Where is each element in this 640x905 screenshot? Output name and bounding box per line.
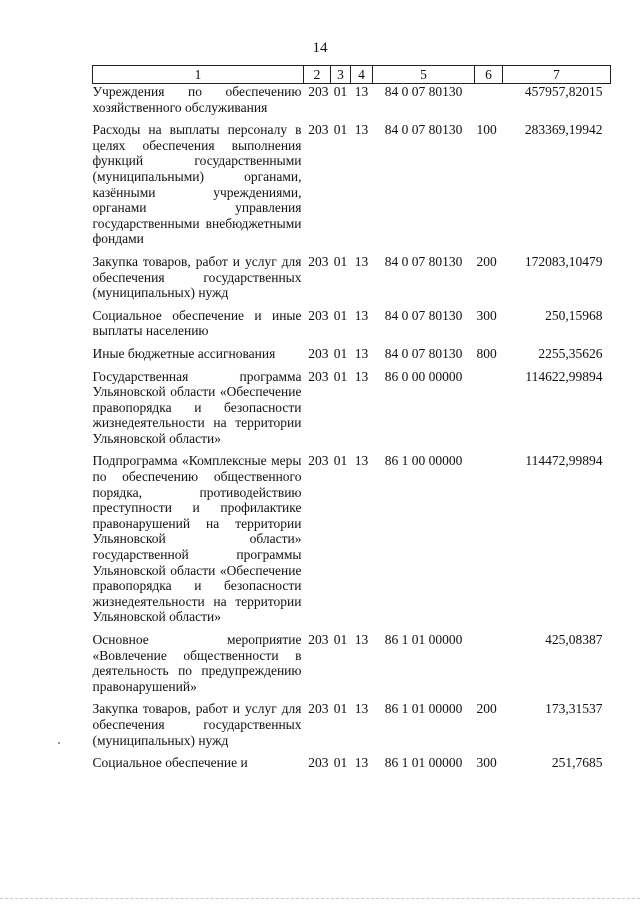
row-grbs: 203 (308, 122, 329, 138)
row-amount: 425,08387 (545, 632, 603, 647)
row-target-article: 86 1 01 00000 (384, 632, 463, 647)
header-row (93, 66, 611, 84)
row-name: Социальное обеспечение и иные выплаты населению (92, 307, 302, 339)
row-target-article: 84 0 07 80130 (384, 253, 463, 269)
row-section: 01 (333, 253, 348, 269)
row-name: Государственная программа Ульяновской области «Обеспечение правопорядка и безопасности жизнедеятельности на территории Ульяновской области» (92, 368, 302, 446)
row-section: 01 (333, 701, 348, 717)
header-col-4: 4 (351, 66, 373, 84)
row-target-article: 84 0 07 80130 (384, 345, 463, 361)
row-amount: 173,31537 (545, 701, 603, 717)
row-subsection: 13 (354, 453, 369, 469)
row-subsection: 13 (354, 701, 369, 717)
row-section: 01 (333, 453, 348, 469)
row-amount: 114622,99894 (525, 368, 603, 384)
row-amount: 283369,19942 (524, 122, 603, 138)
row-expense-type: 300 (476, 755, 497, 771)
page-number: 14 (312, 40, 328, 56)
header-col-3: 3 (331, 66, 351, 84)
row-expense-type: 300 (476, 307, 497, 323)
row-grbs: 203 (308, 453, 329, 469)
row-name: Социальное обеспечение и (92, 755, 248, 771)
header-col-2: 2 (304, 66, 331, 84)
header-col-6: 6 (475, 66, 503, 84)
row-grbs: 203 (308, 701, 329, 717)
row-subsection: 13 (354, 755, 369, 771)
row-expense-type (475, 369, 503, 454)
table-row (93, 84, 611, 123)
row-expense-type: 200 (476, 253, 497, 269)
table-row (93, 369, 611, 454)
row-target-article: 84 0 07 80130 (384, 122, 463, 138)
row-expense-type: 100 (476, 122, 497, 138)
row-name: Подпрограмма «Комплексные меры по обеспечению общественного порядка, противодействию преступности и профилактике правонарушений на территории Ульяновской области» государственной программы Ульяновской области «Обеспечение правопорядка и безопасности жизнедеятельности на территории Ульяновской области» (92, 453, 302, 625)
scan-speck (58, 742, 60, 744)
row-target-article: 84 0 07 80130 (384, 307, 463, 323)
row-amount: 114472,99894 (525, 453, 603, 469)
table-row (93, 346, 611, 369)
row-amount: 2255,35626 (538, 345, 603, 361)
budget-table (92, 65, 611, 778)
header-col-5: 5 (373, 66, 475, 84)
row-subsection: 13 (354, 632, 369, 647)
row-subsection: 13 (354, 122, 369, 138)
row-subsection: 13 (354, 345, 369, 361)
row-grbs: 203 (308, 307, 329, 323)
row-amount: 457957,82015 (524, 84, 603, 99)
row-target-article: 86 1 01 00000 (384, 755, 463, 771)
row-expense-type (475, 84, 503, 123)
row-name: Учреждения по обеспечению хозяйственного обслуживания (92, 84, 302, 115)
scan-edge (0, 894, 640, 899)
row-grbs: 203 (308, 345, 329, 361)
row-name: Иные бюджетные ассигнования (92, 345, 276, 361)
row-section: 01 (333, 84, 348, 99)
row-amount: 172083,10479 (524, 253, 603, 269)
table-row (93, 453, 611, 632)
row-amount: 250,15968 (545, 307, 603, 323)
row-grbs: 203 (308, 632, 329, 647)
row-name: Закупка товаров, работ и услуг для обеспечения государственных (муниципальных) нужд (92, 701, 302, 748)
row-subsection: 13 (354, 84, 369, 99)
row-grbs: 203 (308, 253, 329, 269)
row-name: Расходы на выплаты персоналу в целях обеспечения выполнения функций государственными (муниципальными) органами, казёнными учреждениями, органами управления государственными внебюджетными фондами (92, 122, 302, 247)
table-row (93, 308, 611, 346)
table-row (93, 254, 611, 308)
table-row (93, 701, 611, 755)
row-section: 01 (333, 368, 348, 384)
row-target-article: 86 1 00 00000 (384, 453, 463, 469)
table-row (93, 122, 611, 254)
row-expense-type: 800 (476, 345, 497, 361)
row-section: 01 (333, 345, 348, 361)
row-grbs: 203 (308, 84, 329, 99)
header-col-1: 1 (93, 66, 304, 84)
row-grbs: 203 (308, 755, 329, 771)
row-target-article: 86 1 01 00000 (384, 701, 463, 717)
row-amount: 251,7685 (551, 755, 603, 771)
row-grbs: 203 (308, 368, 329, 384)
row-expense-type: 200 (476, 701, 497, 717)
row-name: Основное мероприятие «Вовлечение общественности в деятельность по предупреждению правонарушений» (92, 632, 302, 694)
row-subsection: 13 (354, 368, 369, 384)
row-target-article: 86 0 00 00000 (384, 368, 463, 384)
table-row (93, 632, 611, 701)
row-section: 01 (333, 755, 348, 771)
row-expense-type (475, 632, 503, 701)
row-section: 01 (333, 307, 348, 323)
row-name: Закупка товаров, работ и услуг для обеспечения государственных (муниципальных) нужд (92, 253, 302, 301)
header-col-7: 7 (503, 66, 611, 84)
row-section: 01 (333, 122, 348, 138)
row-expense-type (475, 453, 503, 632)
row-target-article: 84 0 07 80130 (384, 84, 463, 99)
row-subsection: 13 (354, 253, 369, 269)
row-subsection: 13 (354, 307, 369, 323)
table-row (93, 755, 611, 778)
row-section: 01 (333, 632, 348, 647)
